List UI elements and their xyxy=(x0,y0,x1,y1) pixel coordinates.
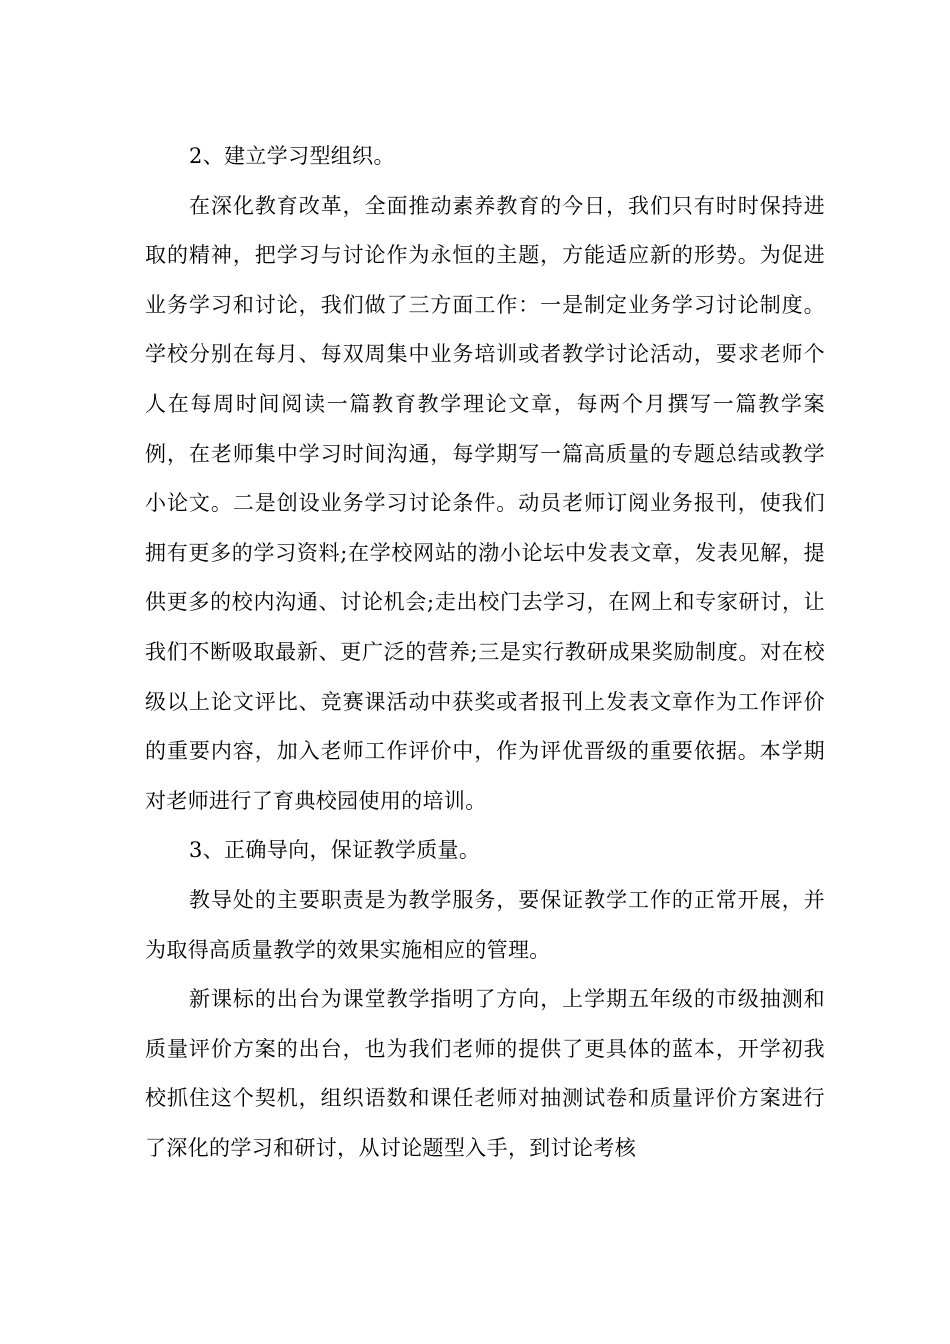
paragraph-new-curriculum: 新课标的出台为课堂教学指明了方向，上学期五年级的市级抽测和质量评价方案的出台，也为我们老师的提供了更具体的蓝本，开学初我校抓住这个契机，组织语数和课任老师对抽测试卷和质量评价方案进行了深化的学习和研讨，从讨论题型入手，到讨论考核 xyxy=(145,987,825,1160)
document-body xyxy=(145,132,825,1173)
paragraph-learning-organization: 在深化教育改革，全面推动素养教育的今日，我们只有时时保持进取的精神，把学习与讨论作为永恒的主题，方能适应新的形势。为促进业务学习和讨论，我们做了三方面工作：一是制定业务学习讨论制度。学校分别在每月、每双周集中业务培训或者教学讨论活动，要求老师个人在每周时间阅读一篇教育教学理论文章，每两个月撰写一篇教学案例，在老师集中学习时间沟通，每学期写一篇高质量的专题总结或教学小论文。二是创设业务学习讨论条件。动员老师订阅业务报刊，使我们拥有更多的学习资料;在学校网站的渤小论坛中发表文章，发表见解，提供更多的校内沟通、讨论机会;走出校门去学习，在网上和专家研讨，让我们不断吸取最新、更广泛的营养;三是实行教研成果奖励制度。对在校级以上论文评比、竞赛课活动中获奖或者报刊上发表文章作为工作评价的重要内容，加入老师工作评价中，作为评优晋级的重要依据。本学期对老师进行了育典校园使用的培训。 xyxy=(145,193,825,813)
paragraph-teaching-office-duties: 教导处的主要职责是为教学服务，要保证教学工作的正常开展，并为取得高质量教学的效果实施相应的管理。 xyxy=(145,887,825,962)
paragraph-heading-3: 3、正确导向，保证教学质量。 xyxy=(189,838,481,863)
paragraph-heading-2: 2、建立学习型组织。 xyxy=(189,144,395,168)
